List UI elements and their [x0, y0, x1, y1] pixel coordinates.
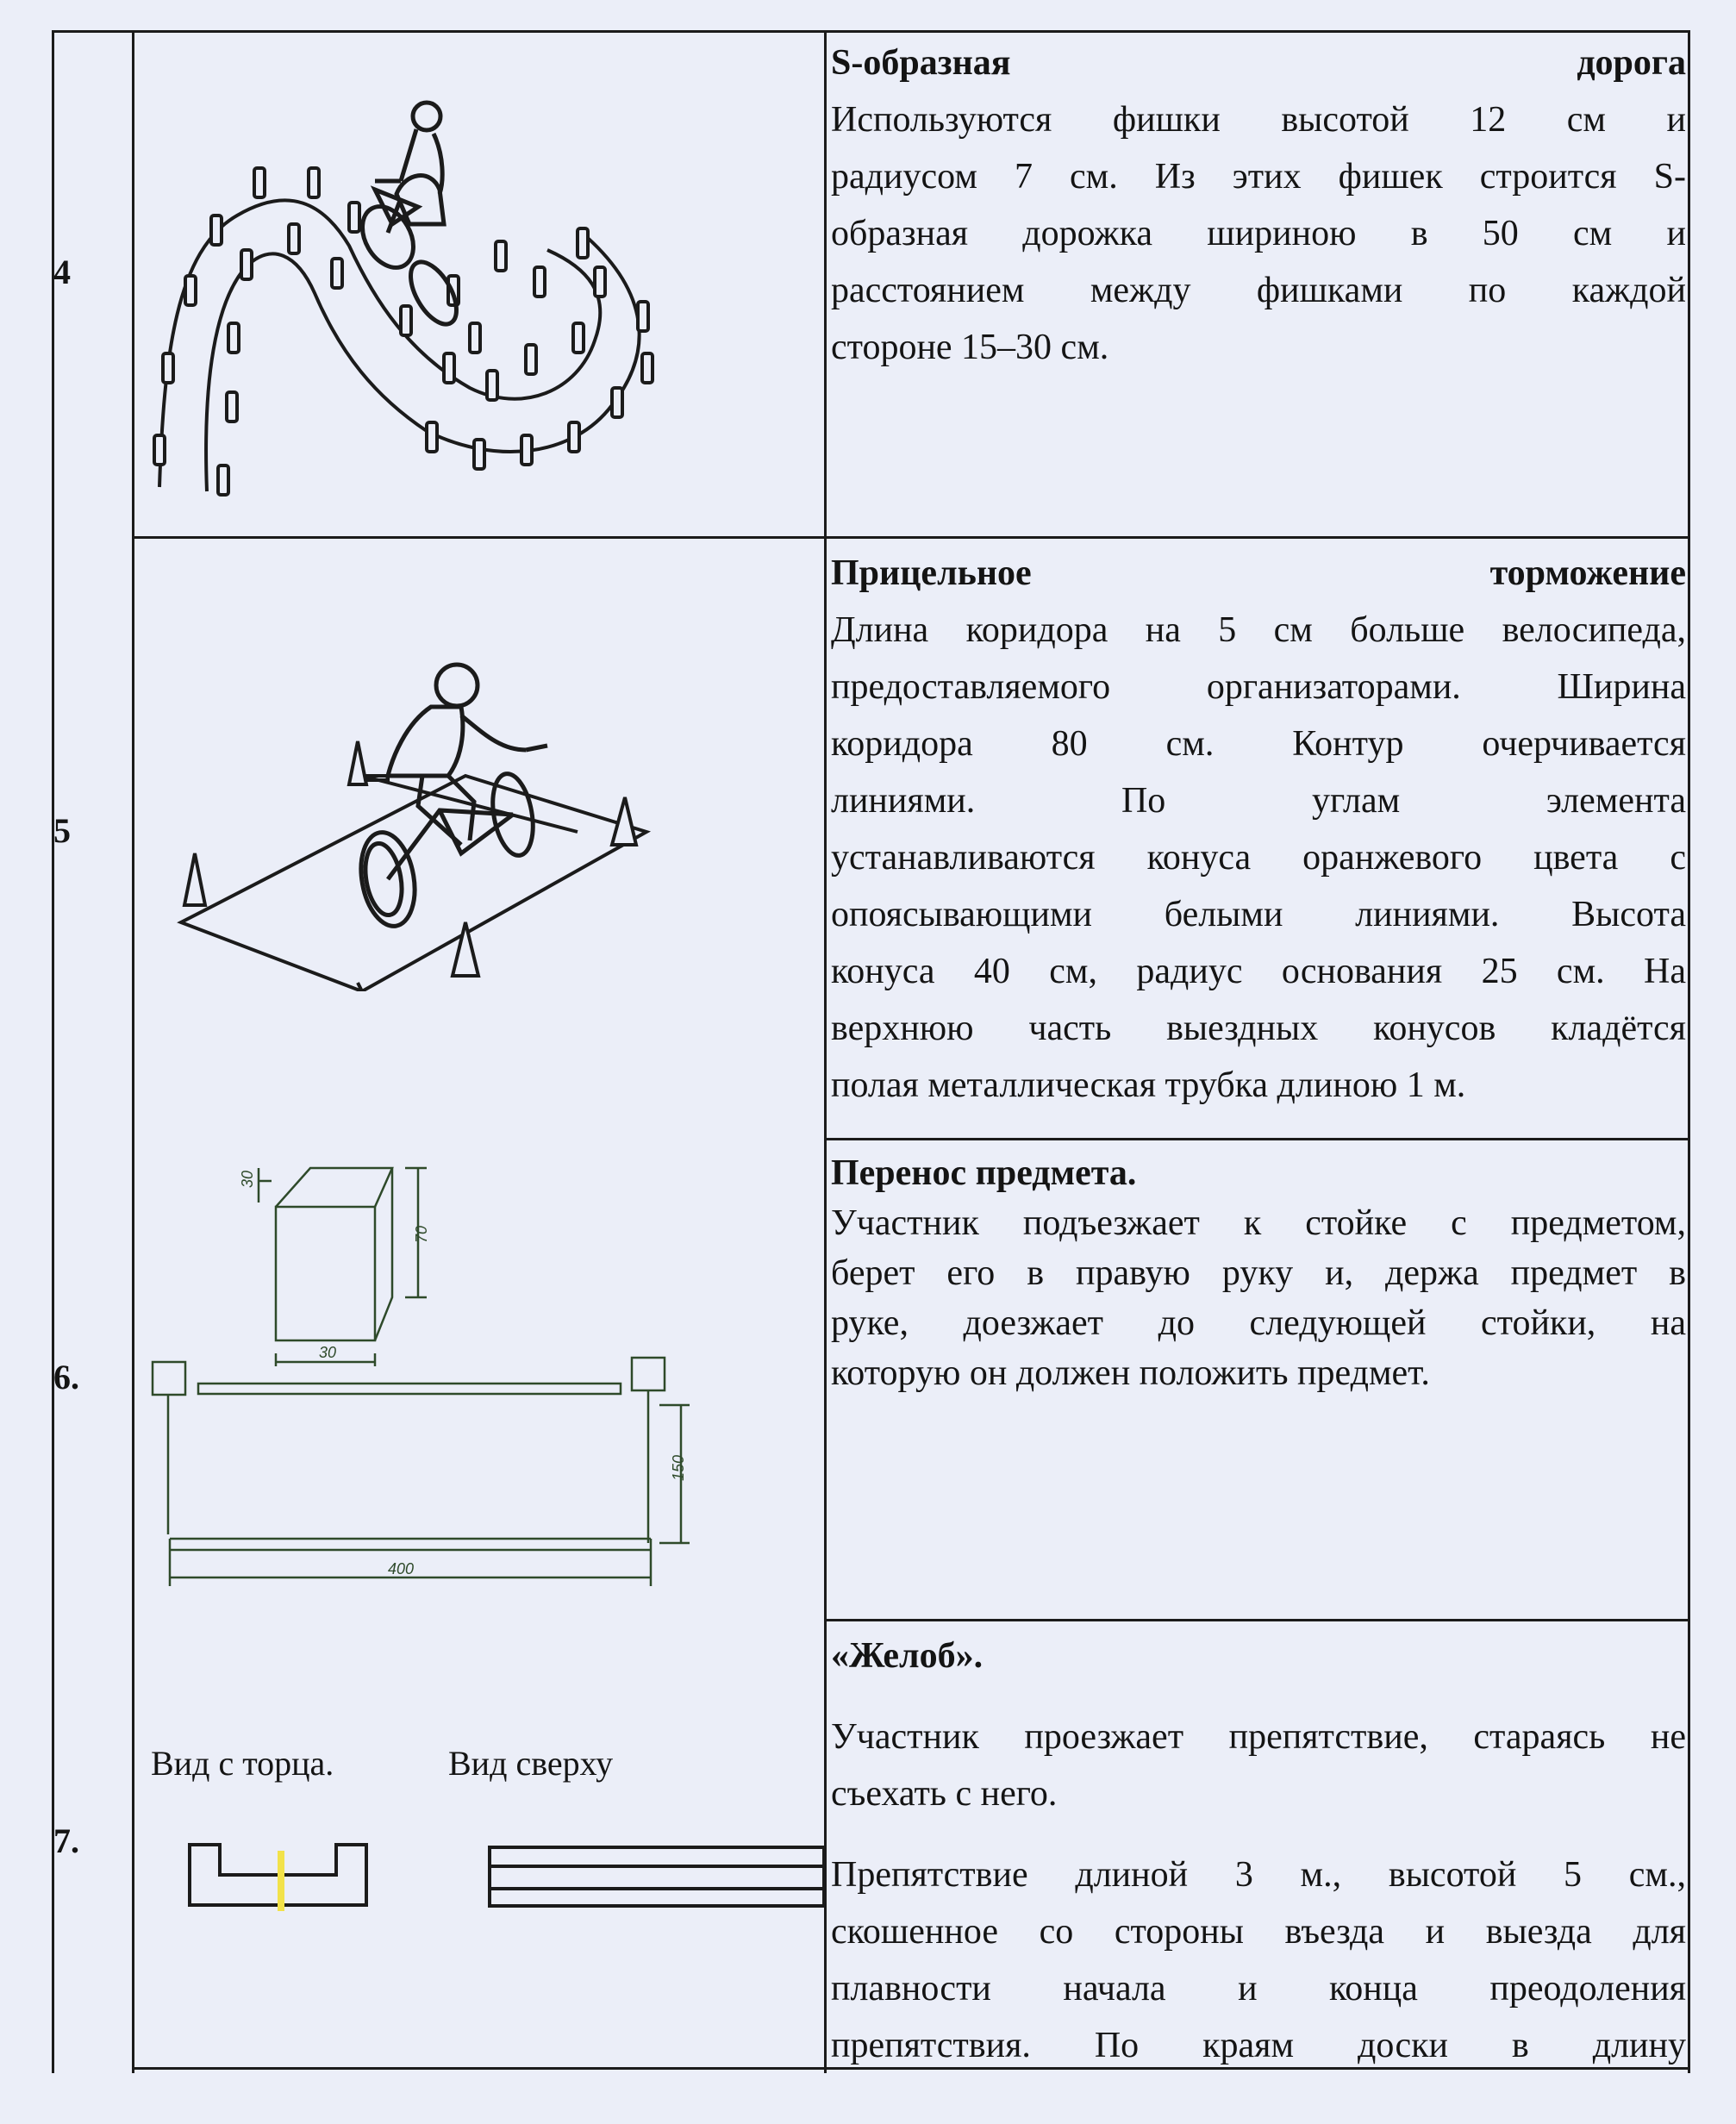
- stand-right: [632, 1358, 665, 1543]
- row-number-4: 4: [53, 253, 71, 291]
- row-7-title: «Желоб».: [831, 1636, 984, 1676]
- row-6-line: Участник подъезжает к стойке с предметом,: [831, 1203, 1686, 1243]
- row-6-line: берет его в правую руку и, держа предмет в: [831, 1253, 1686, 1293]
- row-4-line: стороне 15–30 см.: [831, 328, 1109, 367]
- row-4-line: образная дорожка шириною в 50 см и: [831, 214, 1686, 253]
- row-6-line: руке, доезжает до следующей стойки, на: [831, 1303, 1686, 1343]
- row-5-line: устанавливаются конуса оранжевого цвета с: [831, 838, 1686, 878]
- marker-highlight: [278, 1851, 284, 1911]
- object-carry-diagram: [142, 1155, 711, 1603]
- row-number-7: 7.: [53, 1821, 79, 1860]
- caption-top-view: Вид сверху: [448, 1744, 614, 1783]
- row-7-line: съехать с него.: [831, 1774, 1058, 1814]
- dim-length: 400: [388, 1560, 415, 1577]
- row-4-title: S-образная дорога: [831, 43, 1686, 83]
- row-6-title: Перенос предмета.: [831, 1153, 1137, 1193]
- row-5-line: конуса 40 см, радиус основания 25 см. На: [831, 952, 1686, 991]
- row-4-line: расстоянием между фишками по каждой: [831, 271, 1686, 310]
- row-7-description: [831, 1627, 1686, 2074]
- row-7-line: Препятствие длиной 3 м., высотой 5 см.,: [831, 1855, 1686, 1895]
- row-5-title: Прицельное торможение: [831, 553, 1686, 593]
- row-4-line: радиусом 7 см. Из этих фишек строится S-: [831, 157, 1686, 197]
- trough-end-view: [181, 1832, 379, 1931]
- row-5-line: коридора 80 см. Контур очерчивается: [831, 724, 1686, 764]
- row-5-line: линиями. По углам элемента: [831, 781, 1686, 821]
- box-object: [259, 1168, 427, 1366]
- row-7-line: препятствия. По краям доски в длину: [831, 2026, 1686, 2065]
- column-divider-image: [824, 30, 827, 2073]
- row-5-line: предоставляемого организаторами. Ширина: [831, 667, 1686, 707]
- cone-icon: [453, 922, 478, 976]
- row-divider-5-6: [824, 1138, 1690, 1140]
- cone-icon: [184, 853, 205, 905]
- dim-distance: 150: [670, 1454, 687, 1481]
- trough-top-view: [483, 1840, 827, 1909]
- row-divider-4-5: [132, 536, 1690, 539]
- row-4-line: Используются фишки высотой 12 см и: [831, 100, 1686, 140]
- stand-left: [153, 1362, 185, 1534]
- row-divider-6-7: [824, 1619, 1690, 1621]
- caption-end-view: Вид с торца.: [151, 1744, 334, 1783]
- row-5-line: опоясывающими белыми линиями. Высота: [831, 895, 1686, 934]
- row-number-6: 6.: [53, 1358, 79, 1396]
- table-right-border: [1688, 30, 1690, 2073]
- table-left-border: [52, 30, 54, 2073]
- row-5-description: [831, 545, 1686, 1114]
- cone-icon: [349, 741, 366, 784]
- dim-depth: 30: [239, 1170, 256, 1188]
- table-top-border: [52, 30, 1689, 33]
- row-7-line: скошенное со стороны въезда и выезда для: [831, 1912, 1686, 1952]
- row-5-line: верхнюю часть выездных конусов кладётся: [831, 1009, 1686, 1048]
- row-6-line: которую он должен положить предмет.: [831, 1353, 1430, 1393]
- row-4-description: [831, 34, 1686, 376]
- s-road-illustration: [142, 95, 711, 526]
- dim-width: 30: [319, 1344, 337, 1361]
- column-divider-number: [132, 30, 134, 2073]
- row-number-5: 5: [53, 811, 71, 850]
- braking-corridor-illustration: [164, 647, 664, 991]
- row-5-line: Длина коридора на 5 см больше велосипеда,: [831, 610, 1686, 650]
- row-7-line: плавности начала и конца преодоления: [831, 1969, 1686, 2008]
- row-7-line: Участник проезжает препятствие, стараясь не: [831, 1717, 1686, 1757]
- transfer-bar: [198, 1384, 621, 1394]
- dim-height: 70: [413, 1225, 430, 1243]
- row-6-description: [831, 1148, 1686, 1398]
- row-5-line: полая металлическая трубка длиною 1 м.: [831, 1065, 1466, 1105]
